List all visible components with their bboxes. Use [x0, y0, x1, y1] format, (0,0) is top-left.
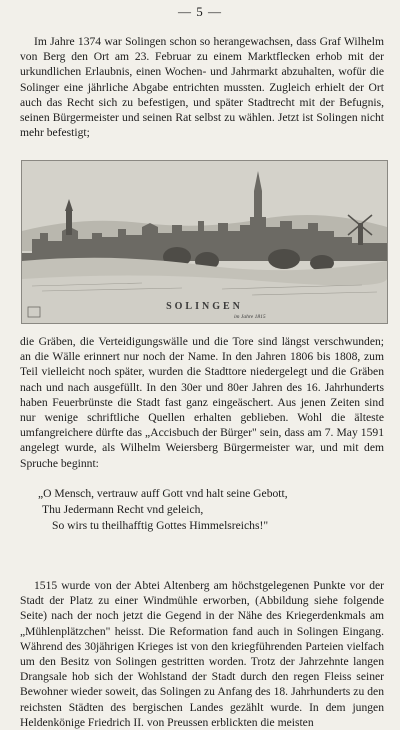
page-number: — 5 — [178, 4, 222, 19]
solingen-engraving-figure [21, 160, 388, 324]
quote-line-3: So wirs tu theilhafftig Gottes Himmelsreichs!" [52, 518, 269, 532]
figure-caption-date: im Jahre 1815 [234, 314, 266, 320]
paragraph-windmill: 1515 wurde von der Abtei Altenberg am höchstgelegenen Punkte vor der Stadt der Platz zu einer Windmühle erworben, (Abbildung siehe folgende Seite) nach der noch jetzt die Gegend in der Nähe des Kriegerdenkmals am „Mühlenplätzchen" heisst. Die Reformation fand auch in Solingen Eingang. Während des 30jährigen Krieges ist von den kriegführenden Parteien vielfach um den Besitz von Solingen gestritten worden. Trotz der Jahrzehnte langen Drangsale hob sich der Wohlstand der Stadt durch den regen Fleiss seiner Bewohner wieder soweit, das Solingen zu Anfang des 18. Jahrhunderts zu den reichsten Städten des bergischen Landes gezählt wurde. In dem jungen Heldenkönige Friedrich II. von Preussen erblickten die meisten [20, 579, 384, 729]
quote-line-2: Thu Jedermann Recht vnd geleich, [42, 502, 204, 516]
accisbuch-quote [38, 486, 384, 533]
figure-caption: SOLINGEN [166, 301, 243, 312]
paragraph-intro: Im Jahre 1374 war Solingen schon so herangewachsen, dass Graf Wilhelm von Berg den Ort am 23. Februar zu einem Marktflecken erhob mit der urkundlichen Erlaubnis, einen Wochen- und Jahrmarkt abzuhalten, wofür die Solinger eine jährliche Abgabe entrichten mussten. Zugleich erhielt der Ort auch das Recht sich zu befestigen, und später Stadtrecht mit der Befugnis, seinen Bürgermeister und seinen Rat selbst zu wählen. Jetzt ist Solingen nicht mehr befestigt; [20, 35, 384, 140]
paragraph-history: die Gräben, die Verteidigungswälle und die Tore sind längst verschwunden; an die Wälle erinnert nur noch der Name. In den Jahren 1806 bis 1808, zum Teil vielleicht noch später, wurden die Stadttore niedergelegt und die Gräben nach und nach ausgefüllt. In den 30er und 80er Jahren des 16. Jahrhunderts haben Feuerbrünste die Stadt fast ganz eingeäschert. Aus jenen Zeiten sind nur wenige schriftliche Quellen erhalten geblieben. Wohl die älteste umfangreichere dürfte das „Accisbuch der Bürger" sein, dass am 7. May 1591 angelegt wurde, als Wilhelm Weiersberg Bürgermeister war, und mit dem Spruche beginnt: [20, 335, 384, 470]
quote-line-1: „O Mensch, vertrauw auff Gott vnd halt seine Gebott, [38, 487, 288, 500]
town-panorama-illustration [22, 161, 387, 323]
